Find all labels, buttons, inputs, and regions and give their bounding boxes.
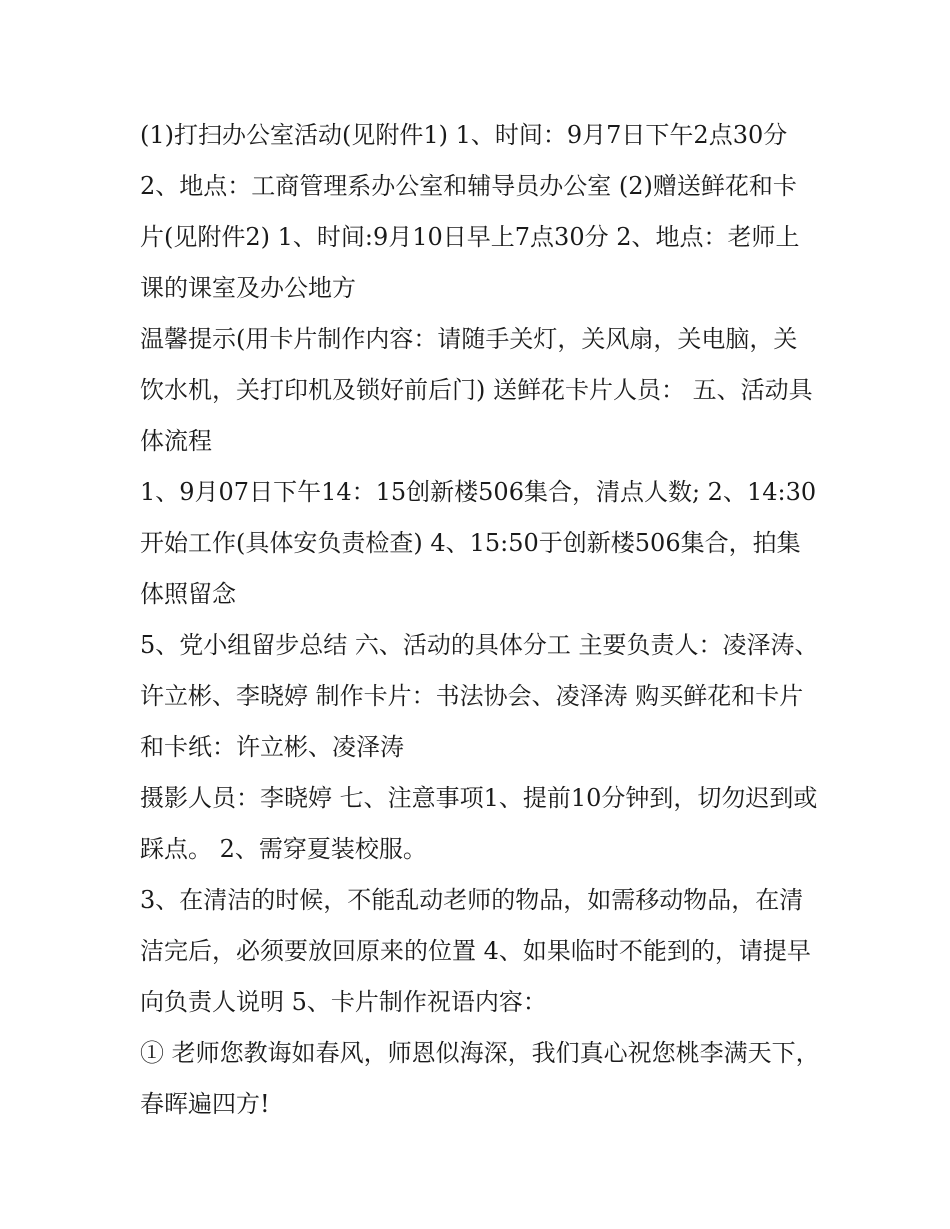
paragraph-tips: 温馨提示(用卡片制作内容：请随手关灯，关风扇，关电脑，关饮水机，关打印机及锁好前后门) 送鲜花卡片人员： 五、活动具体流程: [140, 325, 813, 455]
paragraph-greeting: ① 老师您教诲如春风，师恩似海深，我们真心祝您桃李满天下，春晖遍四方!: [140, 1039, 820, 1118]
paragraph-schedule: (1)打扫办公室活动(见附件1) 1、时间：9月7日下午2点30分 2、地点：工商管理系办公室和辅导员办公室 (2)赠送鲜花和卡片(见附件2) 1、时间:9月10日早上7点30分 2、地点：老师上课的课室及办公地方: [140, 121, 800, 302]
paragraph-rules: 3、在清洁的时候，不能乱动老师的物品，如需移动物品，在清洁完后，必须要放回原来的位置 4、如果临时不能到的，请提早向负责人说明 5、卡片制作祝语内容：: [140, 886, 811, 1016]
paragraph-notes: 摄影人员：李晓婷 七、注意事项1、提前10分钟到，切勿迟到或踩点。 2、需穿夏装校服。: [140, 784, 818, 863]
document-body: [140, 110, 820, 1130]
paragraph-process: 1、9月07日下午14：15创新楼506集合，清点人数; 2、14:30开始工作(具体安负责检查) 4、15:50于创新楼506集合，拍集体照留念: [140, 478, 817, 608]
paragraph-division: 5、党小组留步总结 六、活动的具体分工 主要负责人：凌泽涛、许立彬、李晓婷 制作卡片：书法协会、凌泽涛 购买鲜花和卡片和卡纸：许立彬、凌泽涛: [140, 631, 819, 761]
